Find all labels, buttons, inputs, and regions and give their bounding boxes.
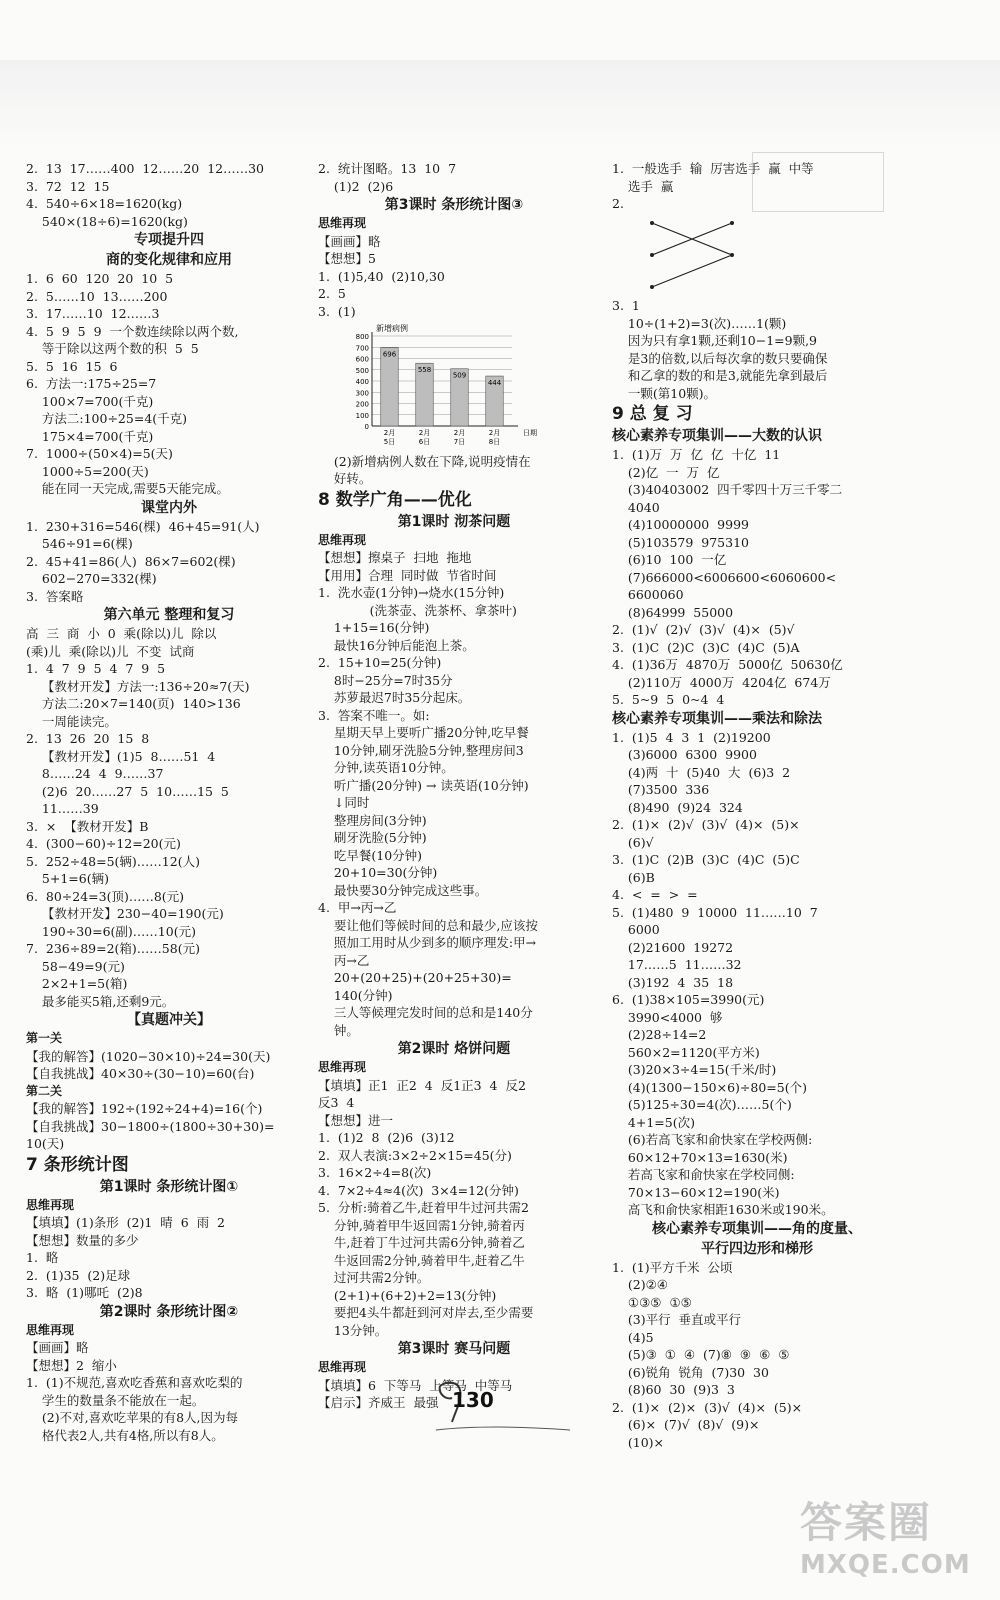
answer-line: (3)40403002 四千零四十万三千零二: [612, 482, 843, 497]
answer-line: 因为只有拿1颗,还剩10−1=9颗,9: [612, 333, 818, 348]
answer-line: 刷牙洗脸(5分钟): [318, 830, 427, 845]
answer-line: 1. (1)5,40 (2)10,30: [318, 268, 445, 284]
answer-line: (5)③ ① ④ (7)⑧ ⑨ ⑥ ⑤: [612, 1347, 790, 1362]
answer-line: (2)亿 一 万 亿: [612, 464, 720, 480]
answer-line: 过河共需2分钟。: [318, 1270, 430, 1285]
answer-line: 学生的数量条不能放在一起。: [26, 1392, 205, 1408]
answer-line: (6)锐角 锐角 (7)30 30: [612, 1364, 769, 1380]
answer-line: 要让他们等候时间的总和最少,应该按: [318, 917, 538, 933]
answer-line: 4. < = > =: [612, 887, 698, 902]
answer-line: 星期天早上要听广播20分钟,吃早餐: [318, 725, 529, 740]
answer-line: 照加工用时从少到多的顺序理发:甲→: [318, 935, 537, 950]
answer-line: 【画画】略: [26, 1340, 89, 1355]
answer-line: 苏萝最迟7时35分起床。: [318, 690, 471, 705]
subheading: 思维再现: [26, 1322, 75, 1337]
watermark-url: MXQE.COM: [800, 1550, 971, 1580]
answer-line: (8)60 30 (9)3 3: [612, 1382, 735, 1397]
answer-line: (5)125÷30=4(次)……5(个): [612, 1097, 792, 1112]
answer-line: 3. 略 (1)哪吒 (2)8: [26, 1285, 143, 1300]
answer-line: (6)√: [612, 834, 654, 850]
answer-line: 70×13−60×12=190(米): [612, 1184, 780, 1200]
answer-line: 反3 4: [318, 1095, 355, 1110]
answer-line: 6. 80÷24=3(顶)……8(元): [26, 888, 185, 904]
answer-line: 2. 45+41=86(人) 86×7=602(棵): [26, 553, 236, 569]
subheading: 思维再现: [26, 1197, 75, 1212]
section-heading: 【真题冲关】: [127, 1012, 211, 1028]
answer-line: 2. 13 17……400 12……20 12……30: [26, 161, 265, 176]
answer-line: 4. 540÷6×18=1620(kg): [26, 196, 183, 211]
answer-line: 等于除以这两个数的积 5 5: [26, 341, 199, 356]
answer-line: 602−270=332(棵): [26, 571, 157, 586]
subheading: 思维再现: [318, 532, 367, 547]
answer-line: (4)两 十 (5)40 大 (6)3 2: [612, 764, 791, 780]
answer-line: (2)新增病例人数在下降,说明疫情在: [318, 453, 531, 469]
answer-line: 2.: [612, 196, 624, 211]
answer-line: 4+1=5(次): [612, 1114, 695, 1130]
answer-line: 1. 一般选手 输 厉害选手 赢 中等: [612, 161, 814, 176]
answer-line: (7)3500 336: [612, 782, 710, 797]
answer-line: 10÷(1+2)=3(次)……1(颗): [612, 315, 787, 331]
answer-line: 5. 252÷48=5(辆)……12(人): [26, 853, 200, 869]
answer-line: (2)不对,喜欢吃苹果的有8人,因为每: [26, 1410, 239, 1425]
answer-line: 【启示】齐威王 最强: [318, 1395, 439, 1410]
answer-line: 高 三 商 小 0 乘(除以)儿 除以: [26, 626, 217, 641]
answer-line: 2. (1)× (2)× (3)√ (4)× (5)×: [612, 1399, 803, 1415]
answer-line: (6)B: [612, 869, 655, 885]
answer-line: 【用用】合理 同时做 节省时间: [318, 567, 497, 583]
answer-line: 8……24 4 9……37: [26, 766, 164, 781]
answer-line: 175×4=700(千克): [26, 428, 154, 444]
answer-line: 【想想】2 缩小: [26, 1357, 117, 1373]
answer-line: 2. (1)35 (2)足球: [26, 1267, 131, 1283]
answer-line: 60×12+70×13=1630(米): [612, 1149, 788, 1165]
section-heading: 第1课时 沏茶问题: [397, 513, 511, 530]
bar: [381, 348, 399, 426]
answer-line: 546÷91=6(棵): [26, 536, 133, 551]
answer-line: 540×(18÷6)=1620(kg): [26, 213, 188, 229]
chapter-heading: 9 总 复 习: [612, 404, 693, 424]
answer-line: 2. (1)√ (2)√ (3)√ (4)× (5)√: [612, 622, 795, 637]
answer-line: 方法二:20×7=140(页) 140>136: [26, 696, 241, 711]
y-tick-label: 300: [355, 389, 369, 398]
answer-line: 【我的解答】192÷(192÷24+4)=16(个): [26, 1101, 263, 1116]
column-2-bottom: [318, 453, 590, 1412]
answer-line: 4. (1)36万 4870万 5000亿 50630亿: [612, 657, 843, 672]
answer-line: 要把4头牛都赶到河对岸去,至少需要: [318, 1305, 534, 1320]
answer-line: 3990<4000 够: [612, 1009, 723, 1025]
answer-line: 3. 16×2÷4=8(次): [318, 1165, 432, 1180]
answer-line: 【填填】6 下等马 上等马 中等马: [318, 1377, 513, 1393]
answer-line: ①③⑤ ①⑤: [612, 1294, 692, 1310]
answer-line: 是3的倍数,以后每次拿的数只要确保: [612, 350, 828, 366]
answer-line: 5+1=6(辆): [26, 871, 109, 886]
section-heading: 核心素养专项集训——角的度量、: [652, 1220, 862, 1237]
answer-line: 5. 分析:骑着乙牛,赶着甲牛过河共需2: [318, 1200, 530, 1215]
answer-line: 2. 15+10=25(分钟): [318, 655, 442, 670]
answer-line: (2)28÷14=2: [612, 1027, 707, 1042]
chapter-heading: 8 数学广角——优化: [318, 489, 472, 510]
answer-line: (5)103579 975310: [612, 534, 749, 550]
answer-line: 1. (1)不规范,喜欢吃香蕉和喜欢吃梨的: [26, 1375, 243, 1390]
answer-line: 20+10=30(分钟): [318, 865, 438, 880]
answer-line: 整理房间(3分钟): [318, 812, 427, 828]
answer-line: 1. 洗水壶(1分钟)→烧水(15分钟): [318, 585, 505, 600]
answer-line: 【想想】擦桌子 扫地 拖地: [318, 550, 472, 565]
answer-line: (4)5: [612, 1329, 654, 1345]
answer-line: 140(分钟): [318, 987, 393, 1003]
answer-line: 一周能读完。: [26, 713, 117, 729]
answer-line: 牛,赶着丁牛过河共需6分钟,骑着乙: [318, 1235, 525, 1250]
answer-line: 1. (1)2 8 (2)6 (3)12: [318, 1130, 455, 1145]
answer-line: 4040: [612, 499, 660, 515]
bar-value-label: 696: [382, 350, 397, 359]
answer-line: 11……39: [26, 801, 99, 816]
answer-line: 分钟,读英语10分钟。: [318, 760, 454, 775]
column-2-top: [318, 160, 590, 320]
answer-line: 58−49=9(元): [26, 958, 125, 974]
answer-line: 【想想】数量的多少: [26, 1232, 139, 1248]
answer-line: (3)6000 6300 9900: [612, 747, 757, 762]
answer-line: 7. 1000÷(50×4)=5(天): [26, 446, 173, 461]
answer-line: 6000: [612, 922, 660, 937]
answer-line: 【教材开发】(1)5 8……51 4: [26, 748, 216, 764]
bar-chart: [332, 322, 537, 446]
answer-line: 190÷30=6(副)……10(元): [26, 923, 196, 939]
answer-line: 4. 甲→丙→乙: [318, 900, 397, 915]
y-tick-label: 700: [355, 344, 369, 353]
answer-line: (3)192 4 35 18: [612, 974, 734, 990]
y-tick-label: 500: [355, 366, 369, 375]
answer-line: 方法二:100÷25=4(千克): [26, 411, 188, 426]
column-3-bottom: [612, 297, 902, 1451]
answer-line: 4. 7×2÷4≈4(次) 3×4=12(分钟): [318, 1182, 519, 1198]
answer-line: (1)2 (2)6: [318, 178, 394, 194]
bar-value-label: 444: [487, 379, 502, 388]
answer-line: 10分钟,刷牙洗脸5分钟,整理房间3: [318, 742, 524, 758]
answer-line: 最多能买5箱,还剩9元。: [26, 993, 175, 1009]
answer-line: 2. 5: [318, 286, 346, 301]
answer-line: 1. 6 60 120 20 10 5: [26, 271, 174, 286]
x-tick-label-day: 6日: [418, 438, 431, 446]
answer-line: (2)6 20……27 5 10……15 5: [26, 783, 229, 799]
answer-line: (7)666000<6006600<6060600<: [612, 569, 837, 585]
answer-line: 100×7=700(千克): [26, 393, 154, 409]
answer-line: (2)21600 19272: [612, 939, 734, 955]
x-tick-label-day: 5日: [383, 438, 396, 446]
x-axis-label: 日期: [523, 429, 537, 437]
section-heading: 课堂内外: [141, 499, 197, 516]
answer-line: 格代表2人,共有4格,所以有8人。: [26, 1427, 224, 1443]
section-heading: 平行四边形和梯形: [701, 1240, 813, 1257]
answer-line: (6)若高飞家和俞快家在学校两侧:: [612, 1132, 813, 1147]
answer-line: 13分钟。: [318, 1322, 388, 1338]
answer-line: (6)× (7)√ (8)√ (9)×: [612, 1417, 760, 1432]
answer-line: 三人等候理完发时间的总和是140分: [318, 1005, 533, 1020]
answer-line: 20+(20+25)+(20+25+30)=: [318, 970, 512, 985]
answer-line: 10(天): [26, 1136, 65, 1151]
section-heading: 第3课时 条形统计图③: [384, 197, 524, 213]
section-heading: 第2课时 烙饼问题: [397, 1041, 511, 1057]
answer-line: 【填填】正1 正2 4 反1正3 4 反2: [318, 1077, 526, 1093]
answer-line: (2+1)+(6+2)+2=13(分钟): [318, 1287, 497, 1303]
x-tick-label: 2月: [383, 429, 396, 437]
answer-line: 3. 72 12 15: [26, 178, 110, 194]
chapter-heading: 7 条形统计图: [26, 1154, 129, 1175]
y-tick-label: 800: [355, 333, 369, 341]
watermark: [800, 1490, 980, 1590]
answer-line: (8)490 (9)24 324: [612, 799, 743, 815]
answer-line: 3. 17……10 12……3: [26, 306, 160, 321]
answer-line: (8)64999 55000: [612, 604, 734, 620]
chart-title: 新增病例: [376, 324, 408, 333]
x-tick-label-day: 8日: [488, 438, 501, 446]
answer-line: ↓同时: [318, 795, 370, 810]
answer-line: 4. (300−60)÷12=20(元): [26, 836, 181, 851]
library-stamp: [752, 152, 884, 212]
answer-line: 【自我挑战】30−1800÷(1800÷30+30)=: [26, 1118, 275, 1134]
answer-line: 牛返回需2分钟,骑着甲牛,赶着乙牛: [318, 1252, 525, 1268]
answer-line: 5. (1)480 9 10000 11……10 7: [612, 904, 818, 920]
answer-line: (4)10000000 9999: [612, 517, 749, 532]
x-tick-label-day: 7日: [453, 438, 466, 446]
answer-line: 好转。: [318, 471, 372, 486]
answer-line: 高飞和俞快家相距1630米或190米。: [612, 1202, 834, 1217]
answer-line: 听广播(20分钟) → 读英语(10分钟): [318, 777, 529, 793]
answer-line: 和乙拿的数的和是3,就能先拿到最后: [612, 368, 828, 383]
subheading: 思维再现: [318, 1360, 367, 1374]
answer-line: 1+15=16(分钟): [318, 620, 430, 635]
answer-line: 2. (1)× (2)√ (3)√ (4)× (5)×: [612, 817, 800, 832]
answer-line: 17……5 11……32: [612, 957, 742, 972]
section-heading: 第1课时 条形统计图①: [99, 1178, 239, 1195]
answer-line: 【我的解答】(1020−30×10)÷24=30(天): [26, 1048, 271, 1064]
answer-line: 7. 236÷89=2(箱)……58(元): [26, 941, 200, 956]
answer-line: (2)②④: [612, 1277, 669, 1292]
page-number: 130: [452, 1388, 494, 1412]
y-tick-label: 200: [355, 400, 369, 409]
answer-line: 1. 4 7 9 5 4 7 9 5: [26, 661, 166, 676]
answer-line: 最快要30分钟完成这些事。: [318, 882, 488, 898]
section-heading: 专项提升四: [134, 232, 204, 248]
answer-line: 6. (1)38×105=3990(元): [612, 992, 765, 1007]
section-heading: 第2课时 条形统计图②: [99, 1303, 239, 1320]
answer-line: 选手 赢: [612, 178, 674, 194]
answer-line: 8时−25分=7时35分: [318, 672, 453, 688]
answer-line: (3)平行 垂直或平行: [612, 1312, 742, 1327]
answer-line: 能在同一天完成,需要5天能完成。: [26, 481, 229, 496]
level-label: 第二关: [26, 1083, 63, 1098]
y-tick-label: 600: [355, 355, 369, 364]
answer-line: 6. 方法一:175÷25=7: [26, 376, 157, 391]
answer-line: 2×2+1=5(箱): [26, 976, 128, 991]
answer-line: 钟。: [318, 1022, 359, 1038]
answer-line: 1. 230+316=546(棵) 46+45=91(人): [26, 518, 260, 534]
answer-line: 1. 略: [26, 1250, 59, 1265]
answer-line: 【填填】(1)条形 (2)1 晴 6 雨 2: [26, 1215, 226, 1230]
answer-line: (洗茶壶、洗茶杯、拿茶叶): [318, 602, 517, 618]
answer-line: 3. (1): [318, 303, 356, 319]
answer-line: 分钟,骑着甲牛返回需1分钟,骑着丙: [318, 1217, 525, 1233]
answer-line: 560×2=1120(平方米): [612, 1044, 760, 1060]
answer-line: 3. (1)C (2)B (3)C (4)C (5)C: [612, 852, 800, 867]
section-heading: 第3课时 赛马问题: [397, 1341, 511, 1357]
answer-line: 2. 5……10 13……200: [26, 288, 168, 304]
answer-line: 【教材开发】方法一:136÷20≈7(天): [26, 678, 250, 694]
answer-line: 2. 双人表演:3×2÷2×15=45(分): [318, 1147, 512, 1163]
answer-line: (乘)儿 乘(除以)儿 不变 试商: [26, 643, 195, 659]
answer-line: 2. 统计图略。13 10 7: [318, 161, 457, 176]
bar-value-label: 509: [452, 371, 467, 380]
answer-line: 3. × 【教材开发】B: [26, 818, 149, 834]
answer-line: 5. 5 16 15 6: [26, 358, 118, 374]
answer-column-2: [318, 160, 590, 1412]
answer-line: 丙→乙: [318, 952, 370, 968]
answer-line: 5. 5~9 5 0~4 4: [612, 692, 725, 707]
answer-line: 最快16分钟后能泡上茶。: [318, 637, 475, 653]
answer-line: 【教材开发】230−40=190(元): [26, 906, 224, 921]
answer-line: 4. 5 9 5 9 一个数连续除以两个数,: [26, 323, 239, 339]
answer-line: 若高飞家和俞快家在学校同侧:: [612, 1167, 795, 1182]
answer-line: (10)×: [612, 1434, 665, 1450]
answer-line: 吃早餐(10分钟): [318, 847, 423, 863]
y-tick-label: 100: [355, 411, 369, 420]
matching-lines-diagram: [642, 213, 752, 293]
answer-column-3: [612, 160, 902, 1451]
answer-line: 3. 答案略: [26, 588, 84, 604]
watermark-logo-text: 答案圈: [800, 1498, 933, 1547]
answer-line: 【想想】进一: [318, 1112, 394, 1128]
answer-line: 【想想】5: [318, 251, 376, 266]
answer-line: (4)(1300−150×6)÷80=5(个): [612, 1079, 807, 1095]
subheading: 思维再现: [318, 216, 367, 230]
answer-line: 3. (1)C (2)C (3)C (4)C (5)A: [612, 639, 800, 655]
answer-line: (3)20×3÷4=15(千米/时): [612, 1062, 777, 1077]
answer-line: (2)110万 4000万 4204亿 674万: [612, 674, 831, 690]
answer-line: 【自我挑战】40×30÷(30−10)=60(台): [26, 1066, 255, 1081]
level-label: 第一关: [26, 1031, 63, 1045]
answer-line: 3. 答案不唯一。如:: [318, 707, 430, 723]
section-heading: 商的变化规律和应用: [106, 252, 232, 268]
answer-column-1: [26, 160, 312, 1444]
x-tick-label: 2月: [488, 429, 501, 437]
training-heading: 核心素养专项集训——大数的认识: [612, 428, 822, 444]
answer-line: 2. 13 26 20 15 8: [26, 731, 150, 746]
answer-line: 1. (1)万 万 亿 亿 十亿 11: [612, 447, 781, 462]
answer-line: 3. 1: [612, 298, 640, 313]
section-heading: 第六单元 整理和复习: [103, 607, 235, 623]
answer-line: 6600060: [612, 587, 684, 602]
answer-line: 1. (1)5 4 3 1 (2)19200: [612, 729, 771, 745]
subheading: 思维再现: [318, 1060, 367, 1074]
answer-line: 1. (1)平方千米 公顷: [612, 1259, 733, 1275]
training-heading: 核心素养专项集训——乘法和除法: [612, 710, 822, 727]
answer-line: 1000÷5=200(天): [26, 463, 149, 479]
scan-shade: [0, 60, 1000, 150]
bar-value-label: 558: [417, 366, 432, 375]
y-tick-label: 400: [355, 378, 369, 386]
x-tick-label: 2月: [418, 429, 431, 437]
y-tick-label: 0: [364, 423, 369, 431]
answer-line: 一颗(第10颗)。: [612, 385, 717, 401]
x-tick-label: 2月: [453, 429, 466, 437]
answer-line: 【画画】略: [318, 233, 381, 249]
answer-line: (6)10 100 一亿: [612, 552, 727, 567]
